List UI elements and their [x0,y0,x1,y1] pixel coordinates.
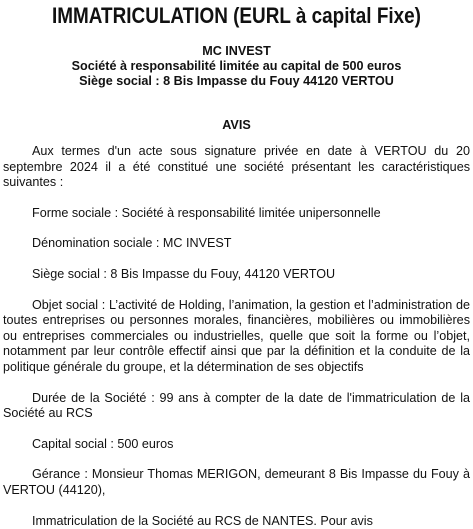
registered-office-line: Siège social : 8 Bis Impasse du Fouy 44120 VERTOU [3,74,470,89]
immatriculation-paragraph: Immatriculation de la Société au RCS de NANTES. Pour avis [3,514,470,529]
company-name: MC INVEST [3,44,470,59]
notice-title: IMMATRICULATION (EURL à capital Fixe) [36,3,438,29]
gerance-paragraph: Gérance : Monsieur Thomas MERIGON, demeurant 8 Bis Impasse du Fouy à VERTOU (44120), [3,467,470,498]
company-header [3,44,470,89]
forme-sociale-paragraph: Forme sociale : Société à responsabilité limitée unipersonnelle [3,206,470,222]
notice-heading: AVIS [3,118,470,133]
objet-social-paragraph: Objet social : L’activité de Holding, l’animation, la gestion et l’administration de toutes entreprises ou personnes morales, financières, mobilières ou immobilières ou entreprises commerciales ou industrielles, quelle que soit la forme ou l’objet, notamment par leur contrôle effectif ainsi que par la définition et la conduite de la politique générale du groupe, et la détermination de ses objectifs [3,298,470,376]
siege-social-paragraph: Siège social : 8 Bis Impasse du Fouy, 44120 VERTOU [3,267,470,283]
capital-social-paragraph: Capital social : 500 euros [3,437,470,453]
denomination-paragraph: Dénomination sociale : MC INVEST [3,236,470,252]
duree-paragraph: Durée de la Société : 99 ans à compter de la date de l'immatriculation de la Société au RCS [3,391,470,422]
intro-paragraph: Aux termes d'un acte sous signature privée en date à VERTOU du 20 septembre 2024 il a été constitué une société présentant les caractéristiques suivantes : [3,144,470,191]
legal-form-line: Société à responsabilité limitée au capital de 500 euros [3,59,470,74]
